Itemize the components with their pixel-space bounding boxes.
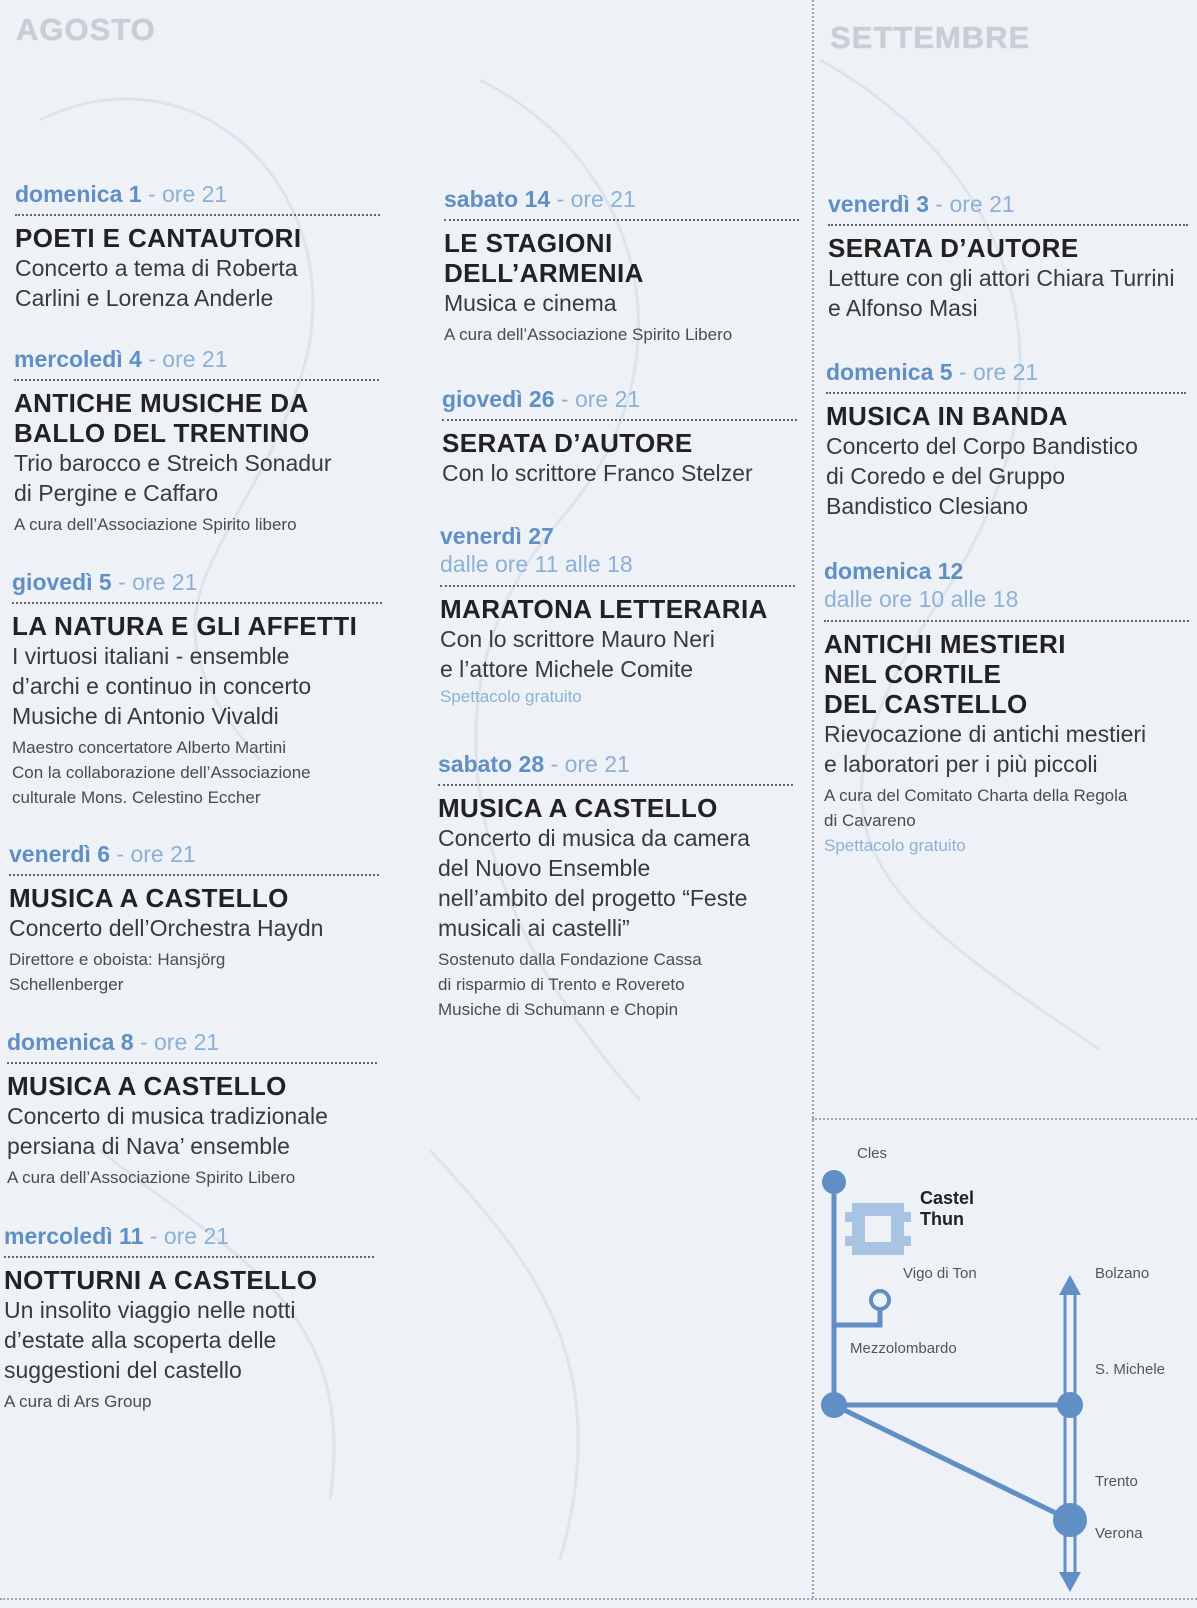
map-node-vigo (871, 1291, 889, 1309)
event-description: Musica e cinema (444, 290, 617, 316)
map-node-smichele (1057, 1392, 1083, 1418)
event-title: ANTICHE MUSICHE DA BALLO DEL TRENTINO (14, 388, 310, 448)
event-description: Concerto dell’Orchestra Haydn (9, 915, 324, 941)
event-card (442, 385, 797, 488)
event-time: ore 21 (162, 346, 228, 372)
arrow-up-icon (1059, 1275, 1081, 1295)
dotted-rule (826, 392, 1186, 394)
event-card (12, 568, 382, 810)
event-day: venerdì 3 (828, 191, 929, 217)
place-label-smichele: S. Michele (1095, 1361, 1166, 1378)
event-note: A cura dell’Associazione Spirito libero (14, 515, 297, 534)
dotted-rule (444, 219, 799, 221)
event-day: domenica 1 (15, 181, 142, 207)
month-heading-august: AGOSTO (16, 12, 156, 47)
dotted-rule (12, 602, 382, 604)
road-mezzolombardo-trento (834, 1405, 1070, 1520)
date-separator: - (111, 569, 133, 595)
map-node-trento (1053, 1503, 1087, 1537)
arrow-down-icon (1059, 1572, 1081, 1592)
event-time: ore 21 (162, 181, 228, 207)
event-time: ore 21 (564, 751, 630, 777)
place-label-cles: Cles (857, 1145, 888, 1162)
event-note: A cura del Comitato Charta della Regola di Cavareno (824, 786, 1128, 830)
dotted-rule (14, 379, 379, 381)
event-description: Con lo scrittore Mauro Neri e l’attore Michele Comite (440, 626, 715, 682)
event-card (4, 1222, 374, 1414)
dotted-rule (442, 419, 797, 421)
event-description: Trio barocco e Streich Sonadur di Pergine e Caffaro (14, 450, 332, 506)
event-card (826, 358, 1186, 521)
event-title: LE STAGIONI DELL’ARMENIA (444, 228, 644, 288)
date-separator: - (929, 191, 950, 217)
event-description: Concerto di musica tradizionale persiana di Nava’ ensemble (7, 1103, 328, 1159)
date-separator: - (133, 1029, 154, 1055)
event-card (15, 180, 380, 313)
event-time: dalle ore 11 alle 18 (440, 551, 633, 577)
event-day: venerdì 27 (440, 523, 554, 549)
event-note: Sostenuto dalla Fondazione Cassa di risparmio di Trento e Rovereto Musiche di Schumann e Chopin (438, 950, 702, 1019)
event-day: mercoledì 4 (14, 346, 142, 372)
place-label-vigo: Vigo di Ton (903, 1265, 977, 1282)
event-title: MARATONA LETTERARIA (440, 594, 768, 624)
event-time: ore 21 (574, 386, 641, 412)
event-day: giovedì 5 (12, 569, 112, 595)
dotted-rule (438, 784, 793, 786)
date-separator: - (550, 186, 571, 212)
date-separator: - (141, 346, 163, 372)
event-card (14, 345, 379, 537)
event-day: venerdì 6 (9, 841, 110, 867)
event-description: Rievocazione di antichi mestieri e laboratori per i più piccoli (824, 721, 1147, 777)
event-card (444, 185, 799, 347)
event-title: SERATA D’AUTORE (442, 428, 693, 458)
event-title: POETI E CANTAUTORI (15, 223, 302, 253)
dotted-rule (824, 620, 1189, 622)
event-description: Concerto del Corpo Bandistico di Coredo e del Gruppo Bandistico Clesiano (826, 433, 1138, 519)
place-label-verona: Verona (1095, 1525, 1143, 1542)
event-card (9, 840, 379, 997)
event-time: ore 21 (130, 841, 196, 867)
place-label-trento: Trento (1095, 1473, 1138, 1490)
event-title: MUSICA A CASTELLO (438, 793, 718, 823)
date-separator: - (110, 841, 131, 867)
event-description: Letture con gli attori Chiara Turrini e Alfonso Masi (828, 265, 1175, 321)
dotted-rule (828, 224, 1188, 226)
date-separator: - (143, 1223, 164, 1249)
castle-icon (845, 1203, 911, 1255)
event-time: ore 21 (973, 359, 1039, 385)
event-description: Concerto a tema di Roberta Carlini e Lorenza Anderle (15, 255, 298, 311)
event-description: Un insolito viaggio nelle notti d’estate alla scoperta delle suggestioni del castello (4, 1297, 296, 1383)
free-show-note: Spettacolo gratuito (824, 836, 966, 855)
event-day: domenica 8 (7, 1029, 134, 1055)
dotted-rule (7, 1062, 377, 1064)
event-title: SERATA D’AUTORE (828, 233, 1079, 263)
event-title: MUSICA A CASTELLO (9, 883, 289, 913)
event-card (438, 750, 793, 1022)
event-title: MUSICA IN BANDA (826, 401, 1068, 431)
event-time: ore 21 (949, 191, 1015, 217)
castle-name: Castel Thun (920, 1188, 975, 1229)
event-time: ore 21 (163, 1223, 230, 1249)
dotted-rule (9, 874, 379, 876)
event-time: dalle ore 10 alle 18 (824, 586, 1019, 612)
location-map (795, 1120, 1195, 1600)
date-separator: - (952, 359, 973, 385)
event-description: Con lo scrittore Franco Stelzer (442, 460, 753, 486)
event-description: Concerto di musica da camera del Nuovo Ensemble nell’ambito del progetto “Feste musicali ai castelli” (438, 825, 750, 941)
event-day: domenica 12 (824, 558, 964, 584)
event-time: ore 21 (154, 1029, 220, 1055)
event-day: giovedì 26 (442, 386, 555, 412)
event-card (440, 522, 795, 709)
event-note: A cura dell’Associazione Spirito Libero (7, 1168, 296, 1187)
event-day: sabato 14 (444, 186, 551, 212)
date-separator: - (544, 751, 565, 777)
event-title: MUSICA A CASTELLO (7, 1071, 287, 1101)
event-title: NOTTURNI A CASTELLO (4, 1265, 318, 1295)
event-day: sabato 28 (438, 751, 545, 777)
date-separator: - (141, 181, 162, 207)
free-show-note: Spettacolo gratuito (440, 687, 582, 706)
event-title: LA NATURA E GLI AFFETTI (12, 611, 358, 641)
event-day: mercoledì 11 (4, 1223, 144, 1249)
event-time: ore 21 (570, 186, 636, 212)
map-node-mezzolombardo (821, 1392, 847, 1418)
event-note: A cura dell’Associazione Spirito Libero (444, 325, 733, 344)
event-day: domenica 5 (826, 359, 953, 385)
event-note: A cura di Ars Group (4, 1392, 152, 1411)
event-description: I virtuosi italiani - ensemble d’archi e continuo in concerto Musiche di Antonio Vivaldi (12, 643, 312, 729)
dotted-rule (440, 585, 795, 587)
place-label-mezzolombardo: Mezzolombardo (850, 1340, 957, 1357)
month-heading-september: SETTEMBRE (830, 20, 1031, 55)
event-time: ore 21 (132, 569, 198, 595)
date-separator: - (554, 386, 575, 412)
event-card (824, 557, 1189, 858)
event-title: ANTICHI MESTIERI NEL CORTILE DEL CASTELLO (824, 629, 1066, 719)
event-note: Direttore e oboista: Hansjörg Schellenberger (9, 950, 226, 994)
map-node-cles (822, 1170, 846, 1194)
place-label-bolzano: Bolzano (1095, 1265, 1150, 1282)
event-note: Maestro concertatore Alberto Martini Con la collaborazione dell’Associazione culturale Mons. Celestino Eccher (12, 738, 311, 807)
dotted-rule (4, 1256, 374, 1258)
event-card (7, 1028, 377, 1190)
dotted-rule (15, 214, 380, 216)
road-vigo-di-ton (834, 1307, 880, 1325)
event-card (828, 190, 1188, 323)
